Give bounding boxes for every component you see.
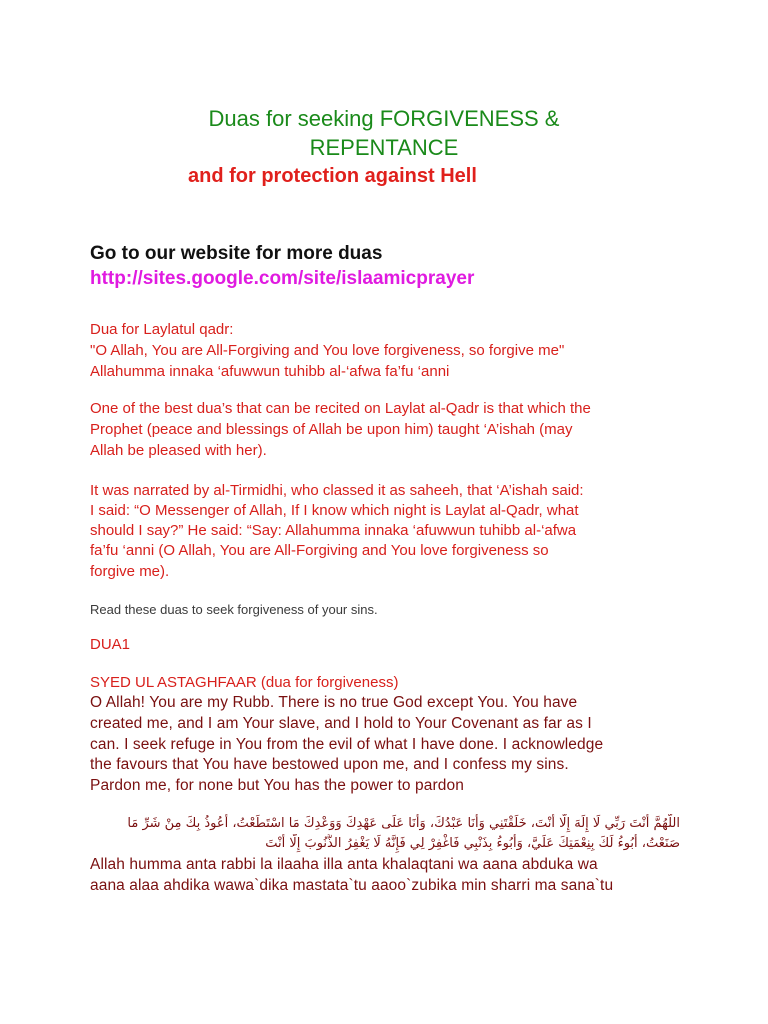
intro-note: Read these duas to seek forgiveness of your sins. <box>90 602 378 617</box>
laylatul-qadr-transliteration: Allahumma innaka ‘afuwwun tuhibb al-‘afwa fa’fu ‘anni <box>90 363 450 380</box>
dua1-name: SYED UL ASTAGHFAAR (dua for forgiveness) <box>90 674 399 691</box>
website-prompt: Go to our website for more duas <box>90 243 383 264</box>
page-subtitle: and for protection against Hell <box>188 165 477 187</box>
best-dua-paragraph-line: One of the best dua’s that can be recited on Laylat al-Qadr is that which the <box>90 400 591 417</box>
laylatul-qadr-translation: "O Allah, You are All-Forgiving and You love forgiveness, so forgive me" <box>90 342 565 359</box>
best-dua-paragraph-line: Allah be pleased with her). <box>90 442 267 459</box>
dua1-arabic-line: اللَّهُمَّ أَنْتَ رَبِّي لَا إِلَهَ إِلَّا أَنْتَ، خَلَقْتَنِي وَأَنَا عَبْدُكَ، وَأَنَا عَلَى عَهْدِكَ وَوَعْدِكَ مَا اسْتَطَعْتُ، أَعُوذُ بِكَ مِنْ شَرِّ مَا <box>127 816 680 831</box>
dua1-translation-line: Pardon me, for none but You has the power to pardon <box>90 777 464 794</box>
dua1-translation-line: the favours that You have bestowed upon me, and I confess my sins. <box>90 756 569 773</box>
page-title-line-1: Duas for seeking FORGIVENESS & <box>208 106 560 131</box>
dua1-transliteration-line: Allah humma anta rabbi la ilaaha illa anta khalaqtani wa aana abduka wa <box>90 856 598 873</box>
narration-paragraph-line: fa’fu ‘anni (O Allah, You are All-Forgiving and You love forgiveness so <box>90 542 549 559</box>
dua1-translation-line: O Allah! You are my Rubb. There is no true God except You. You have <box>90 694 578 711</box>
narration-paragraph-line: It was narrated by al-Tirmidhi, who classed it as saheeh, that ‘A’ishah said: <box>90 482 584 499</box>
narration-paragraph-line: should I say?” He said: “Say: Allahumma innaka ‘afuwwun tuhibb al-‘afwa <box>90 522 577 539</box>
page-title-line-2: REPENTANCE <box>309 135 459 160</box>
best-dua-paragraph-line: Prophet (peace and blessings of Allah be upon him) taught ‘A’ishah (may <box>90 421 573 438</box>
dua1-arabic-line: صَنَعْتُ، أَبُوءُ لَكَ بِنِعْمَتِكَ عَلَيَّ، وَأَبُوءُ بِذَنْبِي فَاغْفِرْ لِي فَإِنَّهُ لَا يَغْفِرُ الذُّنُوبَ إِلَّا أَنْتَ <box>265 836 680 851</box>
website-link[interactable]: http://sites.google.com/site/islaamicprayer <box>90 268 475 289</box>
laylatul-qadr-label: Dua for Laylatul qadr: <box>90 321 234 338</box>
dua1-translation-line: created me, and I am Your slave, and I hold to Your Covenant as far as I <box>90 715 592 732</box>
narration-paragraph-line: forgive me). <box>90 563 170 580</box>
dua1-label: DUA1 <box>90 636 131 653</box>
dua1-transliteration-line: aana alaa ahdika wawa`dika mastata`tu aaoo`zubika min sharri ma sana`tu <box>90 877 614 894</box>
narration-paragraph-line: I said: “O Messenger of Allah, If I know which night is Laylat al-Qadr, what <box>90 502 579 519</box>
dua1-translation-line: can. I seek refuge in You from the evil of what I have done. I acknowledge <box>90 736 604 753</box>
